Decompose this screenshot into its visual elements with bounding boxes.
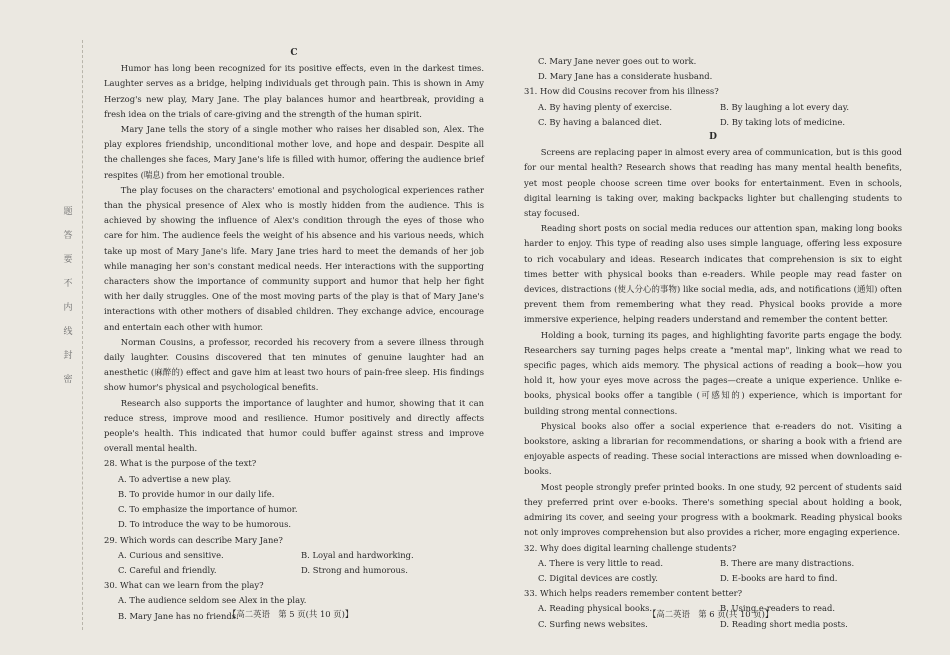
passage-c-paragraph: Mary Jane tells the story of a single mother who raises her disabled son, Alex. The play explores friendship, unconditional mother love, and hope and despair. Despite all the challenges she faces, Mary Jane's life is filled with humor, offering the audience brief respites (喘息) from her emotional trouble.: [104, 124, 484, 180]
option: B. There are many distractions.: [720, 557, 855, 568]
option: C. Digital devices are costly.: [538, 572, 658, 583]
margin-label: 要: [63, 255, 73, 265]
passage-c-paragraph: Norman Cousins, a professor, recorded his recovery from a severe illness through daily laughter. Cousins discovered that ten minutes of genuine laughter had an anesthetic (麻醉的) effect and gave him at least two hours of pain-free sleep. His findings show humor's physical and psychological benefits.: [104, 336, 484, 393]
passage-d-paragraph: Reading short posts on social media reduces our attention span, making long books harder to enjoy. This type of reading also uses simple language, offering less exposure to rich vocabulary and ideas. Research indicates that comprehension is six to eight times better with physical books than e-readers. While people may read faster on devices, distractions (使人分心的事物) like social media, ads, and notifications (通知) often prevent them from remembering what they read. Physical books provide a more immersive experience, helping readers understand and remember the content better.: [524, 223, 902, 325]
option: D. Strong and humorous.: [301, 564, 408, 575]
question-29: 29. Which words can describe Mary Jane?: [104, 534, 283, 545]
option: B. By laughing a lot every day.: [720, 101, 850, 112]
option: A. There is very little to read.: [538, 557, 664, 568]
margin-label: 内: [63, 303, 73, 313]
margin-label: 线: [63, 327, 73, 337]
option: C. Mary Jane never goes out to work.: [538, 56, 697, 66]
page-footer-right: 【高二英语 第 6 页(共 10 页)】: [648, 609, 774, 619]
question-30: 30. What can we learn from the play?: [104, 580, 264, 591]
seal-dashed-line: [82, 40, 83, 630]
option: C. By having a balanced diet.: [538, 116, 662, 127]
passage-d-paragraph: Screens are replacing paper in almost every area of communication, but is this good for our mental health? Research shows that reading has many mental health benefits, yet most people choose screen time over books for entertainment. Even in schools, digital learning is taking over, making backpacks lighter but challenging students to stay focused.: [524, 147, 902, 219]
option: A. Curious and sensitive.: [118, 549, 224, 560]
question-32: 32. Why does digital learning challenge students?: [524, 542, 737, 553]
option: D. E-books are hard to find.: [720, 572, 838, 583]
option: B. To provide humor in our daily life.: [118, 488, 275, 499]
margin-label: 封: [63, 351, 73, 361]
option-row: [118, 563, 484, 578]
option: D. Mary Jane has a considerate husband.: [538, 71, 713, 82]
option: C. Surfing news websites.: [538, 618, 648, 629]
section-d-title: D: [709, 132, 717, 143]
option: A. Reading physical books.: [538, 603, 653, 614]
option-row: [538, 100, 902, 115]
option-row: [538, 571, 902, 586]
passage-d-paragraph: Most people strongly prefer printed books. In one study, 92 percent of students said they preferred print over e-books. There's something special about holding a book, admiring its cover, and seeing your progress with a bookmark. Reading physical books not only improves comprehension but also provides a richer, more engaging experience.: [524, 481, 902, 538]
option: D. By taking lots of medicine.: [720, 116, 845, 127]
passage-d-paragraph: Physical books also offer a social experience that e-readers do not. Visiting a bookstore, asking a librarian for recommendations, or sharing a book with a friend are enjoyable aspects of reading. These social interactions are missed when downloading e-books.: [524, 420, 902, 477]
option: B. Mary Jane has no friends.: [118, 610, 239, 621]
option: D. Reading short media posts.: [720, 618, 848, 629]
question-31: 31. How did Cousins recover from his illness?: [524, 86, 719, 97]
page-footer-left: 【高二英语 第 5 页(共 10 页)】: [228, 609, 354, 619]
option: A. The audience seldom see Alex in the play.: [118, 595, 307, 606]
option: C. To emphasize the importance of humor.: [118, 504, 298, 515]
left-page-column: [104, 46, 484, 624]
passage-c-paragraph: Humor has long been recognized for its positive effects, even in the darkest times. Laughter serves as a bridge, helping individuals get through pain. This is shown in Amy Herzog's new play, Mary Jane. The play balances humor and heartbreak, providing a fresh idea on the trials of care-giving and the strength of the human spirit.: [104, 63, 484, 119]
margin-label: 不: [63, 279, 73, 289]
section-c-title: C: [290, 48, 298, 58]
passage-d-paragraph: Holding a book, turning its pages, and highlighting favorite parts engage the body. Researchers say turning pages helps create a "mental map", linking what we read to specific pages, which aids memory. The physical actions of reading a book—how you hold it, how your eyes move across the pages—create a unique experience. Unlike e-books, physical books offer a tangible (可感知的) experience, which is important for building strong mental connections.: [524, 329, 902, 416]
option: A. By having plenty of exercise.: [538, 101, 673, 112]
margin-label: 答: [63, 231, 73, 241]
passage-c-paragraph: The play focuses on the characters' emotional and psychological experiences rather than the physical presence of Alex who is mostly hidden from the audience. This is achieved by showing the influence of Alex's condition through the eyes of those who care for him. The audience feels the weight of his absence and his various needs, which take up most of Mary Jane's life. Mary Jane tries hard to meet the demands of her job while managing her son's constant medical needs. Her interactions with the supporting characters show the importance of community support and humor that help her fight with her daily struggles. One of the most moving parts of the play is that of Mary Jane's interactions with other mothers of disabled children. They exchange advice, encourage and entertain each other with humor.: [104, 184, 484, 332]
margin-label: 题: [63, 207, 73, 217]
option: D. To introduce the way to be humorous.: [118, 519, 292, 530]
option: C. Careful and friendly.: [118, 564, 217, 575]
option-row: [118, 548, 484, 563]
option: B. Using e-readers to read.: [720, 603, 835, 614]
option-row: [538, 115, 902, 130]
option-row: [538, 556, 902, 571]
passage-c-paragraph: Research also supports the importance of laughter and humor, showing that it can reduce stress, improve mood and resilience. Humor positively and directly affects people's health. This indicated that humor could buffer against stress and improve overall mental health.: [104, 397, 484, 454]
question-28: 28. What is the purpose of the text?: [104, 458, 257, 469]
option: A. To advertise a new play.: [118, 473, 232, 484]
option: B. Loyal and hardworking.: [301, 549, 414, 560]
margin-label: 密: [63, 375, 73, 385]
right-page-column: [524, 54, 902, 632]
question-33: 33. Which helps readers remember content better?: [524, 588, 743, 599]
binding-margin-labels: [58, 200, 78, 450]
